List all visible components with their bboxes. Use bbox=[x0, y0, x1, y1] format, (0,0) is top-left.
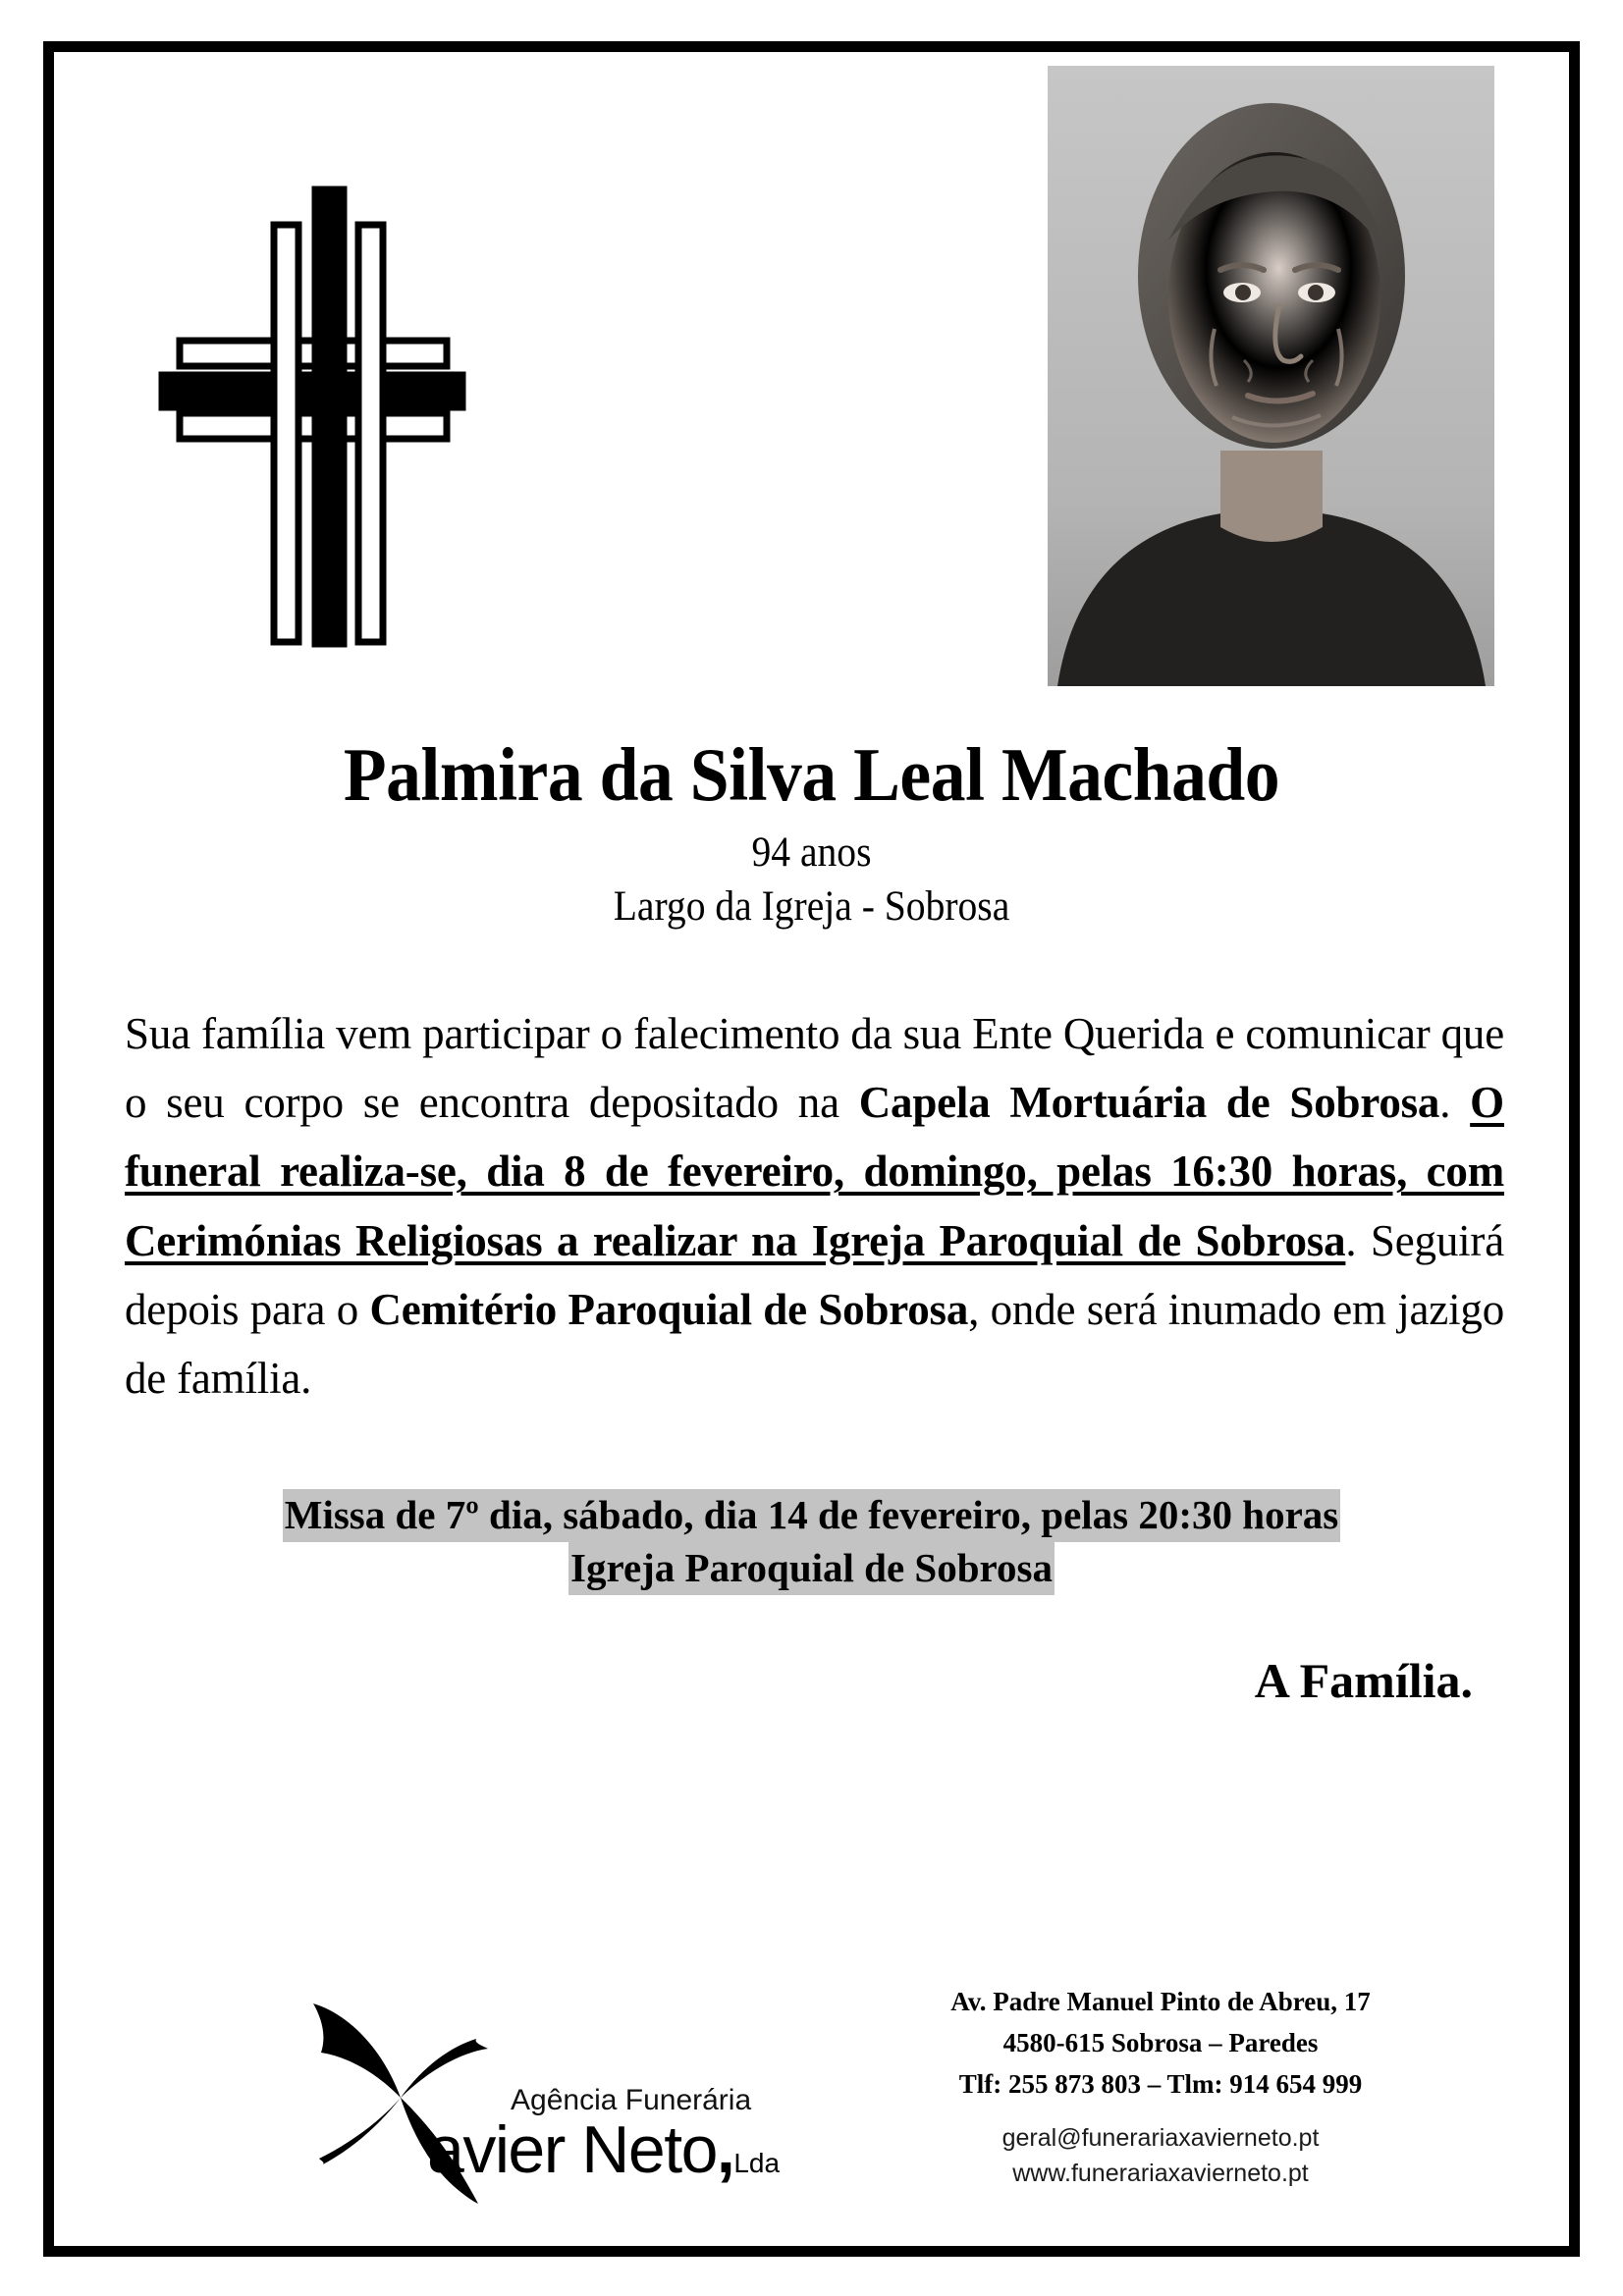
cemetery-name: Cemitério Paroquial de Sobrosa bbox=[369, 1284, 969, 1334]
deceased-age: 94 anos bbox=[751, 829, 872, 877]
latin-cross-icon bbox=[150, 99, 474, 649]
funeral-details-underlined: O funeral realiza-se, dia 8 de fevereiro, domingo, pelas 16:30 horas, com Cerimónias Religiosas a realizar na Igreja Paroquial de Sobrosa bbox=[125, 1078, 1504, 1265]
brand-legal-form: Lda bbox=[733, 2148, 781, 2178]
agency-email[interactable]: geral@funerariaxavierneto.pt bbox=[1001, 2124, 1320, 2152]
announcement-part1: Sua família vem participar o falecimento da sua Ente Querida e comunicar que o seu corpo se encontra depositado na bbox=[125, 1008, 1504, 1128]
announcement-part2: . bbox=[1439, 1078, 1471, 1128]
contact-spacer bbox=[886, 2106, 1435, 2121]
agency-tagline: Agência Funerária bbox=[511, 2084, 752, 2116]
page-content bbox=[54, 52, 1569, 2246]
agency-contact-block bbox=[886, 1982, 1435, 2191]
mass-line-1: Missa de 7º dia, sábado, dia 14 de fevereiro, pelas 20:30 horas bbox=[283, 1489, 1341, 1542]
portrait-photo bbox=[1048, 66, 1494, 686]
header-band bbox=[111, 52, 1512, 729]
deceased-locale: Largo da Igreja - Sobrosa bbox=[613, 882, 1010, 930]
agency-brand-name bbox=[427, 2112, 889, 2187]
agency-brand bbox=[427, 2084, 889, 2187]
announcement-text bbox=[125, 999, 1504, 1413]
agency-address-line2: 4580-615 Sobrosa – Paredes bbox=[1002, 2028, 1319, 2058]
announcement-part4: , onde será inumado em jazigo de família. bbox=[125, 1284, 1504, 1403]
chapel-name: Capela Mortuária de Sobrosa bbox=[858, 1078, 1440, 1128]
agency-website[interactable]: www.funerariaxavierneto.pt bbox=[1012, 2159, 1309, 2187]
agency-address-line1: Av. Padre Manuel Pinto de Abreu, 17 bbox=[950, 1987, 1371, 2017]
family-signature: A Família. bbox=[1254, 1652, 1473, 1708]
deceased-name: Palmira da Silva Leal Machado bbox=[343, 732, 1280, 817]
brand-word: avier Neto bbox=[427, 2112, 717, 2187]
seventh-day-mass-block bbox=[111, 1489, 1512, 1595]
brand-comma: , bbox=[716, 2112, 734, 2187]
mass-line-2: Igreja Paroquial de Sobrosa bbox=[568, 1542, 1055, 1595]
page-border-frame bbox=[43, 41, 1580, 2257]
agency-phone-line: Tlf: 255 873 803 – Tlm: 914 654 999 bbox=[958, 2069, 1363, 2100]
agency-footer bbox=[111, 1975, 1512, 2220]
announcement-part3: . Seguirá depois para o bbox=[125, 1215, 1504, 1334]
